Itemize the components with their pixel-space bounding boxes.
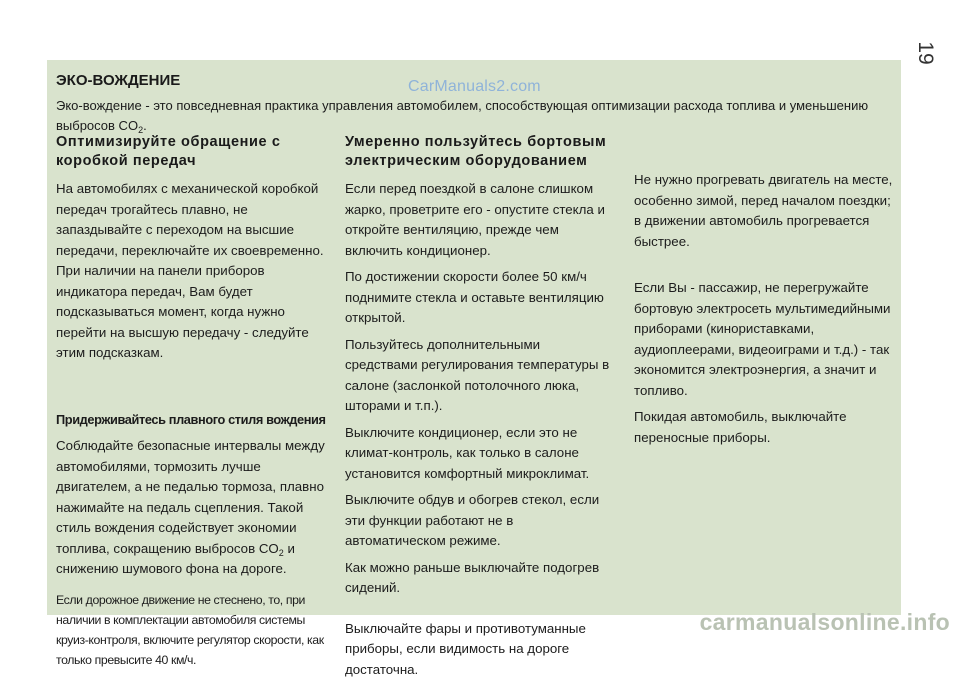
gearbox-paragraph: На автомобилях с механической коробкой передач трогайтесь плавно, не запаздывайте с переходом на высшие передачи, переключайте их своевременно. При наличии на панели приборов индикатора передач, Вам будет подсказываться момент, когда нужно перейти на высшую передачу - следуйте этим подсказкам. (56, 181, 324, 360)
smooth-style-subscript: 2 (278, 547, 284, 558)
column-gearbox (56, 133, 336, 670)
intro-text: Эко-вождение - это повседневная практика управления автомобилем, способствующая оптимизации расхода топлива и уменьшению выбросов CO (56, 98, 869, 133)
intro-end: . (143, 118, 147, 133)
electrical-paragraph: Если перед поездкой в салоне слишком жарко, проветрите его - опустите стекла и откройте вентиляцию, прежде чем включить кондиционер. (345, 181, 605, 258)
watermark-bottom: carmanualsonline.info (699, 609, 950, 635)
watermark-top: CarManuals2.com (408, 78, 541, 95)
electrical-paragraph: Выключите кондиционер, если это не климат-контроль, как только в салоне установится комфортный микроклимат. (345, 424, 590, 481)
electrical-paragraph: Выключайте фары и противотуманные приборы, если видимость на дороге достаточна. (345, 620, 586, 677)
electrical-paragraph: Как можно раньше выключайте подогрев сидений. (345, 559, 600, 595)
cruise-control-note: Если дорожное движение не стеснено, то, при наличии в комплектации автомобиля системы круиз-контроля, включите регулятор скорости, как только превысите 40 км/ч. (56, 592, 324, 667)
tips-paragraph: Если Вы - пассажир, не перегружайте бортовую электросеть мультимедийными приборами (кинориставками, аудиоплеерами, видеоиграми и т.д.) - так экономится электроэнергия, а значит и топливо. (634, 280, 891, 398)
intro-paragraph (56, 96, 886, 136)
tips-paragraph: Не нужно прогревать двигатель на месте, особенно зимой, перед началом поездки; в движении автомобиль прогревается быстрее. (634, 172, 893, 249)
electrical-heading: Умеренно пользуйтесь бортовым электрическим оборудованием (345, 134, 607, 169)
column-tips (634, 170, 899, 454)
electrical-paragraph: Выключите обдув и обогрев стекол, если эти функции работают не в автоматическом режиме. (345, 492, 600, 548)
electrical-paragraph: По достижении скорости более 50 км/ч поднимите стекла и оставьте вентиляцию открытой. (345, 269, 604, 325)
page-title: ЭКО-ВОЖДЕНИЕ (56, 72, 181, 89)
gearbox-heading: Оптимизируйте обращение с коробкой передач (56, 134, 281, 169)
smooth-style-paragraph (56, 436, 336, 580)
smooth-style-heading: Придерживайтесь плавного стиля вождения (56, 411, 326, 427)
intro-subscript: 2 (138, 125, 144, 135)
smooth-style-end: и снижению шумового фона на дороге. (56, 540, 295, 576)
smooth-style-text: Соблюдайте безопасные интервалы между автомобилями, тормозить лучше двигателем, а не педалью тормоза, плавно нажимайте на педаль сцепления. Такой стиль вождения содействует экономии топлива, сокращению выбросов CO (56, 438, 325, 556)
column-electrical (345, 133, 615, 686)
tips-paragraph: Покидая автомобиль, выключайте переносные приборы. (634, 409, 847, 445)
page-number: 19 (914, 41, 937, 65)
electrical-paragraph: Пользуйтесь дополнительными средствами регулирования температуры в салоне (заслонкой потолочного люка, шторами и т.п.). (345, 336, 610, 413)
